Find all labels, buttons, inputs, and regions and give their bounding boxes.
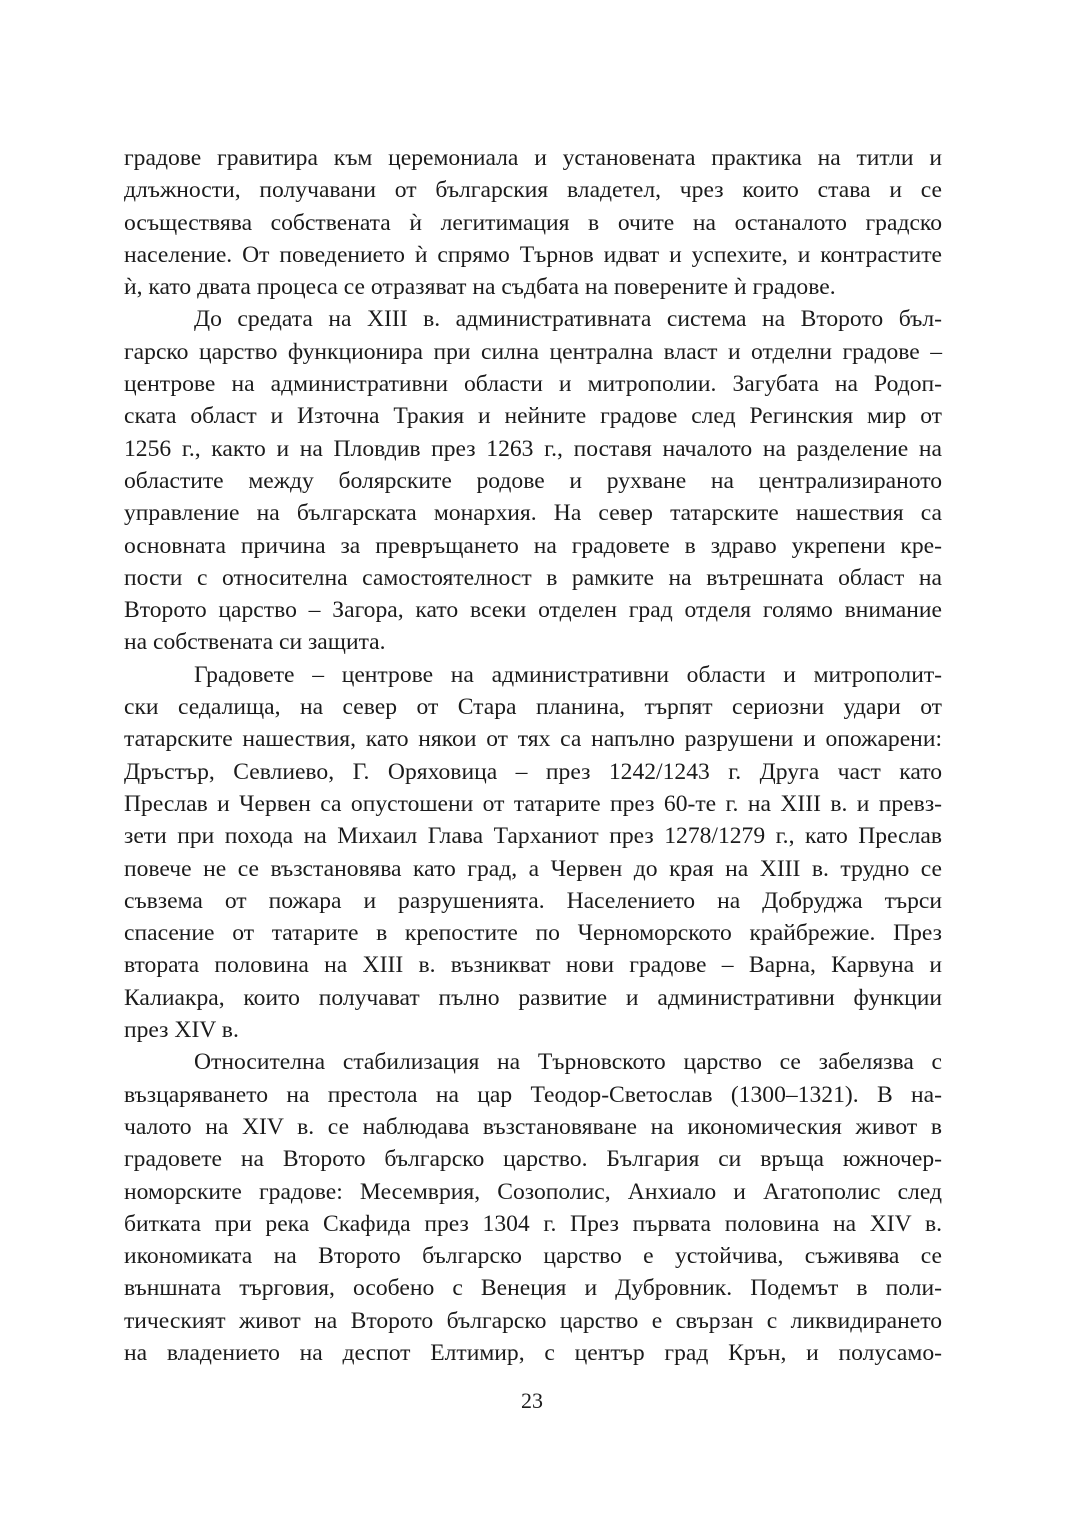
text-line: през XIV в. [124, 1017, 239, 1044]
text-line: икономиката на Второто българско царство е устойчива, съживява се [124, 1243, 942, 1270]
text-line: гарско царство функционира при силна централна власт и отделни градове – [124, 338, 942, 365]
text-line: номорските градове: Месемврия, Созополис, Анхиало и Агатополис след [124, 1178, 942, 1205]
text-line: ѝ, като двата процеса се отразяват на съдбата на поверените ѝ градове. [124, 274, 836, 301]
text-line: втората половина на XIII в. възникват нови градове – Варна, Карвуна и [124, 952, 942, 979]
text-line: градове гравитира към церемониала и установената практика на титли и [124, 145, 942, 171]
text-line: управление на българската монархия. На север татарските нашествия са [124, 500, 942, 527]
text-line: ски седалища, на север от Стара планина, търпят сериозни удари от [124, 694, 942, 721]
text-line: Дръстър, Севлиево, Г. Оряховица – през 1242/1243 г. Друга част като [124, 758, 942, 785]
text-line: население. От поведението ѝ спрямо Търнов идват и успехите, и контрастите [124, 241, 942, 268]
text-line: Второто царство – Загора, като всеки отделен град отделя голямо внимание [124, 597, 942, 624]
text-line: татарските нашествия, като някои от тях са напълно разрушени и опожарени: [124, 726, 942, 753]
paragraph-1 [124, 142, 942, 303]
text-line: До средата на XIII в. административната система на Второто бъл- [194, 306, 942, 333]
text-line: съвзема от пожара и разрушенията. Населението на Добруджа търси [124, 887, 942, 914]
text-line: ската област и Източна Тракия и нейните градове след Регинския мир от [124, 403, 942, 430]
text-line: тическият живот на Второто българско царство е свързан с ликвидирането [124, 1307, 942, 1334]
text-line: на собствената си защита. [124, 629, 386, 656]
text-line: 1256 г., както и на Пловдив през 1263 г., поставя началото на разделение на [124, 435, 942, 462]
text-line: градовете на Второто българско царство. България си връща южночер- [124, 1146, 942, 1173]
text-line: Градовете – центрове на административни области и митрополит- [194, 661, 942, 688]
page-number: 23 [521, 1388, 543, 1413]
text-line: осъществява собствената ѝ легитимация в очите на останалото градско [124, 209, 942, 236]
text-line: основната причина за превръщането на градовете в здраво укрепени кре- [124, 532, 942, 559]
text-line: Преслав и Червен са опустошени от татарите през 60-те г. на XIII в. и превз- [124, 790, 942, 817]
paragraph-2 [124, 303, 942, 658]
text-line: спасение от татарите в крепостите по Черноморското крайбрежие. През [124, 920, 942, 947]
text-line: длъжности, получавани от българския владетел, чрез които става и се [124, 177, 942, 204]
text-line: чалото на XIV в. се наблюдава възстановяване на икономическия живот в [124, 1113, 942, 1140]
text-line: на владението на деспот Елтимир, с център град Крън, и полусамо- [124, 1339, 942, 1366]
text-line: областите между болярските родове и рухване на централизираното [124, 467, 942, 494]
page-text-body [124, 142, 942, 1369]
text-line: Относителна стабилизация на Търновското царство се забелязва с [194, 1049, 942, 1076]
paragraph-4 [124, 1046, 942, 1369]
text-line: битката при река Скафида през 1304 г. През първата половина на XIV в. [124, 1210, 942, 1237]
text-line: външната търговия, особено с Венеция и Дубровник. Подемът в поли- [124, 1275, 942, 1302]
text-line: повече не се възстановява като град, а Червен до края на XIII в. трудно се [124, 855, 942, 882]
text-line: Калиакра, които получават пълно развитие и административни функции [124, 984, 942, 1011]
text-line: възцаряването на престола на цар Теодор-Светослав (1300–1321). В на- [124, 1081, 942, 1108]
text-line: зети при похода на Михаил Глава Тарханиот през 1278/1279 г., като Преслав [124, 823, 942, 850]
text-line: центрове на административни области и митрополии. Загубата на Родоп- [124, 371, 942, 398]
paragraph-3 [124, 659, 942, 1047]
text-line: пости с относителна самостоятелност в рамките на вътрешната област на [124, 564, 942, 591]
